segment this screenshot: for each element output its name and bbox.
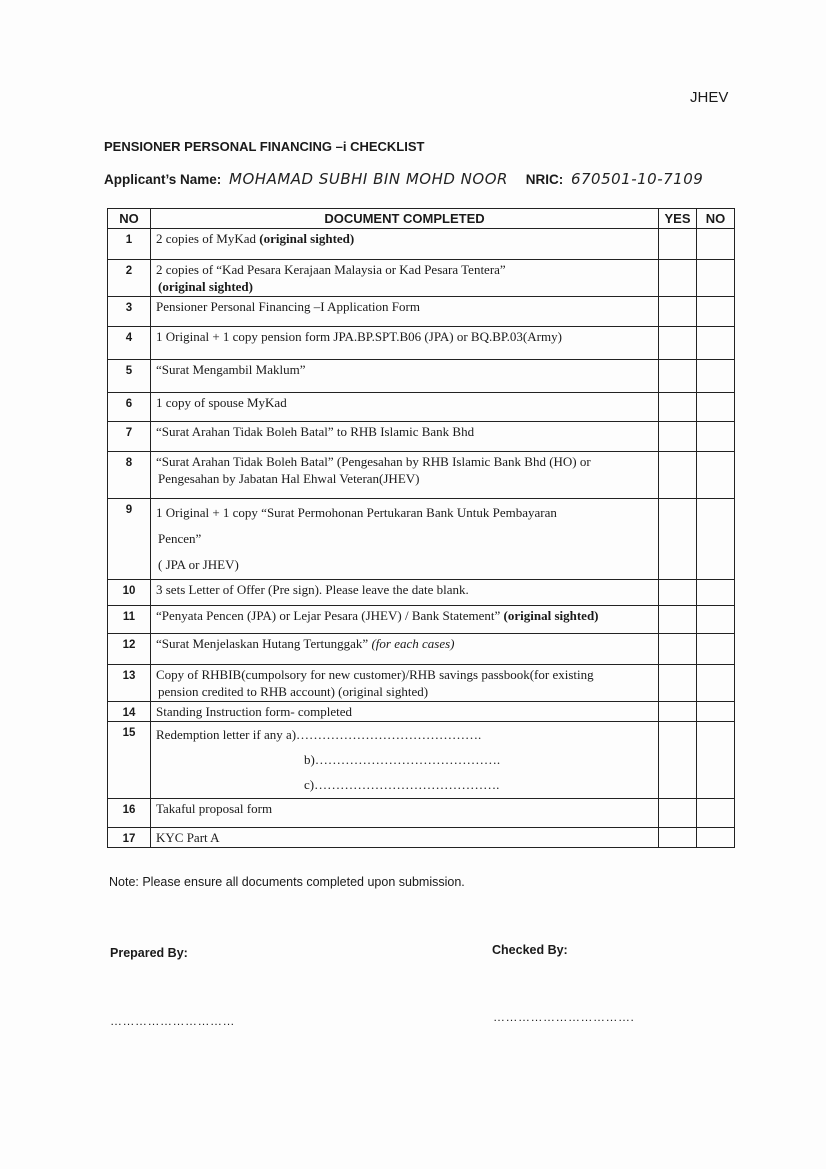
doc-text: Pensioner Personal Financing –I Application Form — [156, 299, 420, 314]
row-document — [151, 297, 659, 327]
doc-text: KYC Part A — [156, 830, 220, 845]
table-row — [108, 634, 735, 665]
no-checkbox-cell[interactable] — [697, 422, 735, 452]
row-number: 7 — [108, 422, 151, 452]
table-row — [108, 422, 735, 452]
row-number: 8 — [108, 452, 151, 499]
doc-text: “Surat Arahan Tidak Boleh Batal” (Pengesahan by RHB Islamic Bank Bhd (HO) or — [156, 454, 591, 469]
prepared-by-signature-line[interactable]: ………………………… — [110, 1014, 235, 1028]
row-document — [151, 665, 659, 702]
doc-text-line2: Pengesahan by Jabatan Hal Ehwal Veteran(JHEV) — [158, 471, 420, 486]
col-header-no-check: NO — [697, 209, 735, 229]
no-checkbox-cell[interactable] — [697, 665, 735, 702]
row-document — [151, 229, 659, 260]
doc-text: Standing Instruction form- completed — [156, 704, 353, 719]
doc-text: Redemption letter if any a)……………………………………. — [156, 727, 482, 742]
yes-checkbox-cell[interactable] — [659, 499, 697, 580]
page-title: PENSIONER PERSONAL FINANCING –i CHECKLIST — [104, 139, 425, 154]
submission-note: Note: Please ensure all documents completed upon submission. — [109, 875, 465, 889]
yes-checkbox-cell[interactable] — [659, 260, 697, 297]
row-document — [151, 499, 659, 580]
yes-checkbox-cell[interactable] — [659, 606, 697, 634]
prepared-by-label: Prepared By: — [110, 946, 188, 960]
col-header-yes: YES — [659, 209, 697, 229]
col-header-no: NO — [108, 209, 151, 229]
table-row — [108, 580, 735, 606]
applicant-name-label: Applicant’s Name: — [104, 172, 222, 187]
table-row — [108, 799, 735, 828]
yes-checkbox-cell[interactable] — [659, 799, 697, 828]
yes-checkbox-cell[interactable] — [659, 722, 697, 799]
doc-text: “Surat Mengambil Maklum” — [156, 362, 306, 377]
doc-text: “Penyata Pencen (JPA) or Lejar Pesara (JHEV) / Bank Statement” — [156, 608, 504, 623]
yes-checkbox-cell[interactable] — [659, 580, 697, 606]
doc-text-line3: c)……………………………………. — [304, 777, 500, 792]
table-row — [108, 360, 735, 393]
no-checkbox-cell[interactable] — [697, 702, 735, 722]
no-checkbox-cell[interactable] — [697, 393, 735, 422]
no-checkbox-cell[interactable] — [697, 260, 735, 297]
row-number: 9 — [108, 499, 151, 580]
yes-checkbox-cell[interactable] — [659, 360, 697, 393]
table-row — [108, 229, 735, 260]
row-number: 10 — [108, 580, 151, 606]
doc-text: 2 copies of MyKad — [156, 231, 260, 246]
row-number: 17 — [108, 828, 151, 848]
row-number: 11 — [108, 606, 151, 634]
document-checklist-table — [107, 208, 735, 848]
table-row — [108, 702, 735, 722]
applicant-info — [104, 170, 703, 188]
doc-text-line2: (original sighted) — [158, 279, 253, 294]
no-checkbox-cell[interactable] — [697, 580, 735, 606]
doc-text: Takaful proposal form — [156, 801, 273, 816]
nric-value[interactable]: 670501-10-7109 — [570, 170, 704, 188]
table-row — [108, 665, 735, 702]
col-header-document: DOCUMENT COMPLETED — [151, 209, 659, 229]
doc-text: “Surat Menjelaskan Hutang Tertunggak” — [156, 636, 369, 651]
table-row — [108, 606, 735, 634]
doc-text-bold: (original sighted) — [259, 231, 355, 246]
row-document — [151, 799, 659, 828]
table-row — [108, 297, 735, 327]
doc-text: Copy of RHBIB(cumpolsory for new customer)/RHB savings passbook(for existing — [156, 667, 594, 682]
table-row — [108, 499, 735, 580]
no-checkbox-cell[interactable] — [697, 360, 735, 393]
row-document — [151, 634, 659, 665]
row-number: 14 — [108, 702, 151, 722]
no-checkbox-cell[interactable] — [697, 452, 735, 499]
doc-text: 1 copy of spouse MyKad — [156, 395, 287, 410]
table-row — [108, 393, 735, 422]
row-number: 13 — [108, 665, 151, 702]
row-number: 3 — [108, 297, 151, 327]
table-row — [108, 828, 735, 848]
no-checkbox-cell[interactable] — [697, 297, 735, 327]
no-checkbox-cell[interactable] — [697, 499, 735, 580]
row-document — [151, 327, 659, 360]
checked-by-label: Checked By: — [492, 943, 568, 957]
table-row — [108, 327, 735, 360]
row-number: 2 — [108, 260, 151, 297]
row-number: 1 — [108, 229, 151, 260]
doc-text: 2 copies of “Kad Pesara Kerajaan Malaysia or Kad Pesara Tentera” — [156, 262, 506, 277]
checked-by-signature-line[interactable]: ……………………………. — [493, 1010, 635, 1024]
row-number: 15 — [108, 722, 151, 799]
yes-checkbox-cell[interactable] — [659, 665, 697, 702]
table-row — [108, 260, 735, 297]
no-checkbox-cell[interactable] — [697, 229, 735, 260]
doc-text-line2: Pencen” — [158, 531, 202, 546]
table-header-row — [108, 209, 735, 229]
yes-checkbox-cell[interactable] — [659, 393, 697, 422]
department-code: JHEV — [690, 89, 729, 106]
yes-checkbox-cell[interactable] — [659, 297, 697, 327]
yes-checkbox-cell[interactable] — [659, 452, 697, 499]
yes-checkbox-cell[interactable] — [659, 702, 697, 722]
row-number: 16 — [108, 799, 151, 828]
no-checkbox-cell[interactable] — [697, 327, 735, 360]
yes-checkbox-cell[interactable] — [659, 229, 697, 260]
yes-checkbox-cell[interactable] — [659, 828, 697, 848]
yes-checkbox-cell[interactable] — [659, 634, 697, 665]
row-number: 6 — [108, 393, 151, 422]
row-document — [151, 260, 659, 297]
doc-text-italic: (for each cases) — [371, 636, 455, 651]
no-checkbox-cell[interactable] — [697, 634, 735, 665]
no-checkbox-cell[interactable] — [697, 606, 735, 634]
row-document — [151, 828, 659, 848]
row-document — [151, 580, 659, 606]
doc-text: “Surat Arahan Tidak Boleh Batal” to RHB Islamic Bank Bhd — [156, 424, 475, 439]
row-document — [151, 606, 659, 634]
row-number: 4 — [108, 327, 151, 360]
row-number: 12 — [108, 634, 151, 665]
row-document — [151, 722, 659, 799]
row-document — [151, 360, 659, 393]
table-row — [108, 452, 735, 499]
row-document — [151, 393, 659, 422]
row-number: 5 — [108, 360, 151, 393]
doc-text: 1 Original + 1 copy pension form JPA.BP.SPT.B06 (JPA) or BQ.BP.03(Army) — [156, 329, 562, 344]
no-checkbox-cell[interactable] — [697, 828, 735, 848]
applicant-name-value[interactable]: MOHAMAD SUBHI BIN MOHD NOOR — [229, 170, 508, 188]
doc-text-line3: ( JPA or JHEV) — [158, 557, 239, 572]
doc-text: 1 Original + 1 copy “Surat Permohonan Pertukaran Bank Untuk Pembayaran — [156, 505, 557, 520]
yes-checkbox-cell[interactable] — [659, 422, 697, 452]
row-document — [151, 422, 659, 452]
yes-checkbox-cell[interactable] — [659, 327, 697, 360]
doc-text: 3 sets Letter of Offer (Pre sign). Please leave the date blank. — [156, 582, 469, 597]
doc-text-bold: (original sighted) — [503, 608, 599, 623]
row-document — [151, 452, 659, 499]
table-row — [108, 722, 735, 799]
doc-text-line2: pension credited to RHB account) (original sighted) — [158, 684, 429, 699]
row-document — [151, 702, 659, 722]
doc-text-line2: b)……………………………………. — [304, 752, 501, 767]
no-checkbox-cell[interactable] — [697, 722, 735, 799]
nric-label: NRIC: — [525, 172, 564, 187]
no-checkbox-cell[interactable] — [697, 799, 735, 828]
